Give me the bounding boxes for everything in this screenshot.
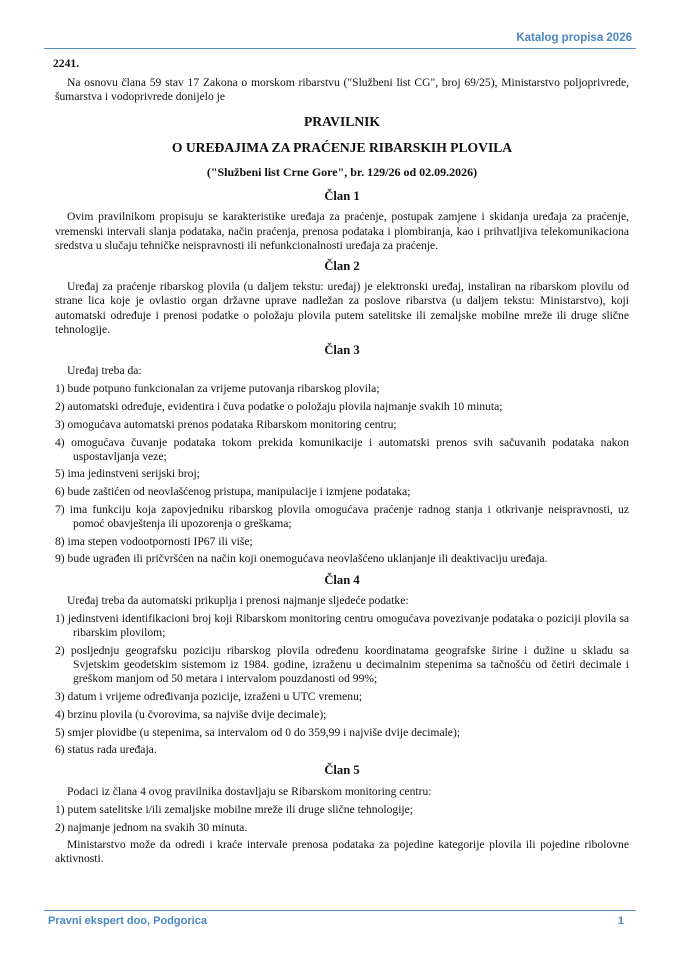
article-5-list [55, 803, 629, 835]
article-4-lead: Uređaj treba da automatski prikuplja i prenosi najmanje sljedeće podatke: [67, 593, 409, 607]
page-header [44, 30, 636, 49]
list-item: 5) smjer plovidbe (u stepenima, sa intervalom od 0 do 359,99 i najviše dvije decimale); [55, 725, 461, 739]
article-5-title: Član 5 [324, 763, 360, 778]
list-item: 5) ima jedinstveni serijski broj; [55, 467, 200, 481]
article-4-title: Član 4 [324, 572, 360, 587]
publisher-name: Pravni ekspert doo, Podgorica [48, 915, 207, 927]
gazette-reference: ("Službeni list Crne Gore", br. 129/26 od 02.09.2026) [206, 165, 478, 180]
list-item: 1) putem satelitske i/ili zemaljske mobilne mreže ili druge slične tehnologije; [55, 802, 414, 816]
page-number: 1 [617, 915, 624, 927]
article-2-text: Uređaj za praćenje ribarskog plovila (u daljem tekstu: uređaj) je elektronski uređaj, instaliran na ribarskom plovilu od strane lica koje je ovlastio organ državne uprave nadležan za poslove ribarstva (u daljem tekstu: Ministarstvo), koji automatski određuje i prenosi podatke o položaju plovila putem satelitske ili zemaljske mobilne mreže ili druge slične tehnologije. [55, 280, 629, 336]
list-item: 4) brzinu plovila (u čvorovima, sa najviše dvije decimale); [55, 707, 327, 721]
list-item: 8) ima stepen vodootpornosti IP67 ili više; [55, 534, 253, 548]
article-1-text: Ovim pravilnikom propisuju se karakteristike uređaja za praćenje, postupak zamjene i skidanja uređaja za praćenje, vremenski intervali slanja podataka, način praćenja, prenosa podataka i plombiranja, kao i prihvatljiva telekomunikaciona sredstva u slučaju tehničke neispravnosti ili nefunkcionalnosti uređaja za praćenje. [55, 210, 629, 252]
list-item: 2) najmanje jednom na svakih 30 minuta. [55, 820, 248, 834]
article-3-title: Član 3 [324, 343, 360, 358]
article-5-lead: Podaci iz člana 4 ovog pravilnika dostavljaju se Ribarskom monitoring centru: [67, 784, 432, 798]
article-1-title: Član 1 [324, 189, 360, 204]
list-item: 2) posljednju geografsku poziciju ribarskog plovila određenu koordinatama geografske širine i dužine u skladu sa Svjetskim geodetskim sistemom iz 1984. godine, izraženu u decimalnim stepenima sa tačnošću od četiri decimale i greškom manjom od 50 metara i intervalom pouzdanosti od 99%; [55, 644, 629, 686]
article-3-lead: Uređaj treba da: [67, 364, 142, 378]
article-3-list [55, 382, 629, 566]
list-item: 9) bude ugrađen ili pričvršćen na način koji onemogućava neovlašćeno uklanjanje ili deaktivaciju uređaja. [55, 552, 548, 566]
list-item: 1) bude potpuno funkcionalan za vrijeme putovanja ribarskog plovila; [55, 382, 380, 396]
article-4-list [55, 612, 629, 757]
list-item: 7) ima funkciju koja zapovjedniku ribarskog plovila omogućava praćenje radnog stanja i otkrivanje neispravnosti, uz pomoć obavještenja ili upozorenja o greškama; [55, 502, 629, 531]
list-item: 3) datum i vrijeme određivanja pozicije, izraženi u UTC vremenu; [55, 690, 363, 704]
list-item: 6) bude zaštićen od neovlašćenog pristupa, manipulacije i izmjene podataka; [55, 485, 411, 499]
document-heading: PRAVILNIK [303, 113, 381, 129]
document-number: 2241. [53, 57, 80, 70]
list-item: 6) status rada uređaja. [55, 743, 157, 757]
list-item: 1) jedinstveni identifikacioni broj koji Ribarskom monitoring centru omogućava povezivanje podataka o poziciji plovila sa ribarskim plovilom; [55, 612, 629, 640]
article-5-closing: Ministarstvo može da odredi i kraće intervale prenosa podataka za pojedine kategorije plovila ili pojedine ribolovne aktivnosti. [55, 838, 629, 866]
article-2-title: Član 2 [324, 259, 360, 274]
list-item: 2) automatski određuje, evidentira i čuva podatke o položaju plovila najmanje svakih 10 minuta; [55, 400, 503, 414]
preamble: Na osnovu člana 59 stav 17 Zakona o morskom ribarstvu ("Službeni list CG", broj 69/25), Ministarstvo poljoprivrede, šumarstva i vodoprivrede donijelo je [55, 76, 629, 104]
document-title: O UREĐAJIMA ZA PRAĆENJE RIBARSKIH PLOVILA [171, 139, 513, 155]
page-footer [44, 910, 636, 931]
list-item: 3) omogućava automatski prenos podataka Ribarskom monitoring centru; [55, 417, 397, 431]
catalog-title: Katalog propisa 2026 [516, 32, 632, 44]
list-item: 4) omogućava čuvanje podataka tokom prekida komunikacije i automatski prenos svih sačuvanih podataka nakon uspostavljanja veze; [55, 435, 629, 463]
document-body [55, 54, 629, 871]
